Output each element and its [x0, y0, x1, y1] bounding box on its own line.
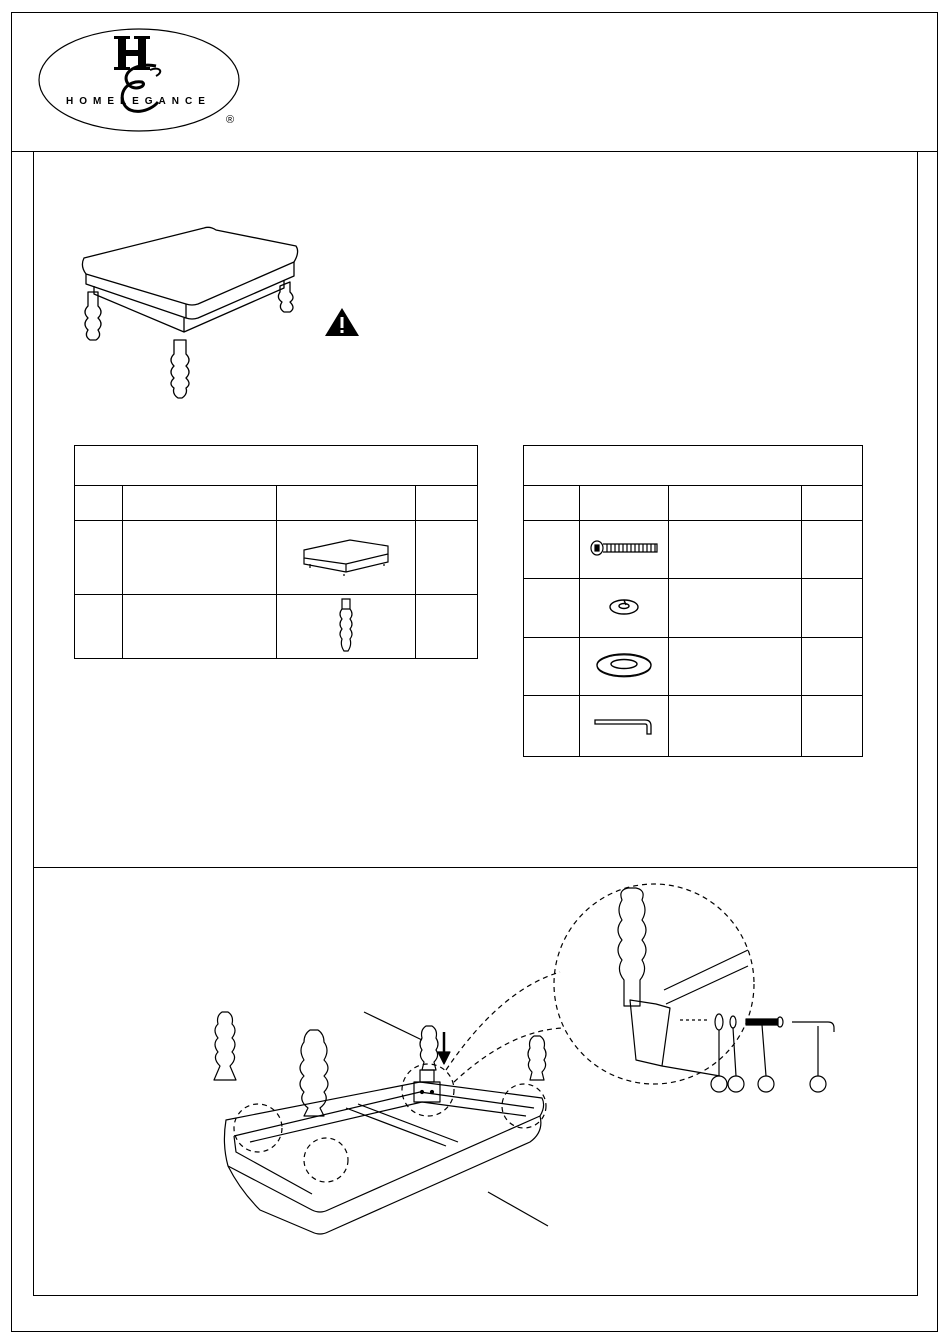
- hardware-cell: [669, 579, 802, 638]
- table-row: [524, 521, 863, 579]
- parts-header-cell: [75, 486, 123, 521]
- ottoman-illustration: [74, 222, 306, 402]
- hardware-image-cell: [580, 579, 669, 638]
- parts-header-cell: [122, 486, 277, 521]
- hardware-cell: [524, 696, 580, 757]
- table-row: [524, 579, 863, 638]
- parts-table-title-cell: [75, 446, 478, 486]
- hardware-header-cell: [801, 486, 862, 521]
- hardware-cell: [801, 696, 862, 757]
- hardware-cell: [801, 579, 862, 638]
- hardware-header-cell: [669, 486, 802, 521]
- hardware-header-cell: [524, 486, 580, 521]
- flat-washer-icon: [594, 651, 654, 679]
- hardware-header-cell: [580, 486, 669, 521]
- parts-cell: [122, 595, 277, 659]
- hardware-table: [523, 445, 863, 757]
- allen-key-icon: [593, 714, 655, 736]
- hardware-cell: [801, 638, 862, 696]
- hardware-cell: [801, 521, 862, 579]
- hardware-cell: [669, 521, 802, 579]
- leg-group: [214, 1012, 546, 1116]
- table-row: [524, 696, 863, 757]
- parts-cell: [415, 595, 477, 659]
- hardware-table-title-cell: [524, 446, 863, 486]
- table-row: [524, 638, 863, 696]
- hardware-table-header-row: [524, 486, 863, 521]
- logo-emblem: [38, 26, 248, 136]
- hardware-table-title-row: [524, 446, 863, 486]
- section-divider: [33, 867, 918, 868]
- parts-table-header-row: [75, 486, 478, 521]
- parts-image-cell: [277, 521, 416, 595]
- hardware-cell: [524, 579, 580, 638]
- leg-icon: [334, 597, 358, 653]
- leg-leader-line: [364, 1012, 422, 1040]
- warning-triangle-icon: [323, 306, 361, 338]
- hardware-image-cell: [580, 696, 669, 757]
- hardware-cell: [524, 638, 580, 696]
- bolt-icon: [589, 539, 659, 557]
- parts-table-title-row: [75, 446, 478, 486]
- parts-image-cell: [277, 595, 416, 659]
- parts-table: [74, 445, 478, 659]
- logo-wordmark: HOMELEGANCE: [66, 96, 211, 107]
- hardware-image-cell: [580, 638, 669, 696]
- hardware-cell: [669, 638, 802, 696]
- table-row: [75, 595, 478, 659]
- detail-view: [618, 888, 834, 1092]
- hardware-image-cell: [580, 521, 669, 579]
- brand-logo: [38, 26, 248, 136]
- parts-cell: [75, 595, 123, 659]
- assembly-diagram: [200, 880, 850, 1290]
- hardware-cell: [524, 521, 580, 579]
- parts-cell: [415, 521, 477, 595]
- parts-header-cell: [415, 486, 477, 521]
- parts-header-cell: [277, 486, 416, 521]
- body-leader-line: [488, 1192, 548, 1226]
- ottoman-body-icon: [300, 534, 392, 578]
- lock-washer-icon: [607, 597, 641, 617]
- table-row: [75, 521, 478, 595]
- parts-cell: [75, 521, 123, 595]
- parts-cell: [122, 521, 277, 595]
- hardware-cell: [669, 696, 802, 757]
- registered-mark: ®: [226, 114, 235, 126]
